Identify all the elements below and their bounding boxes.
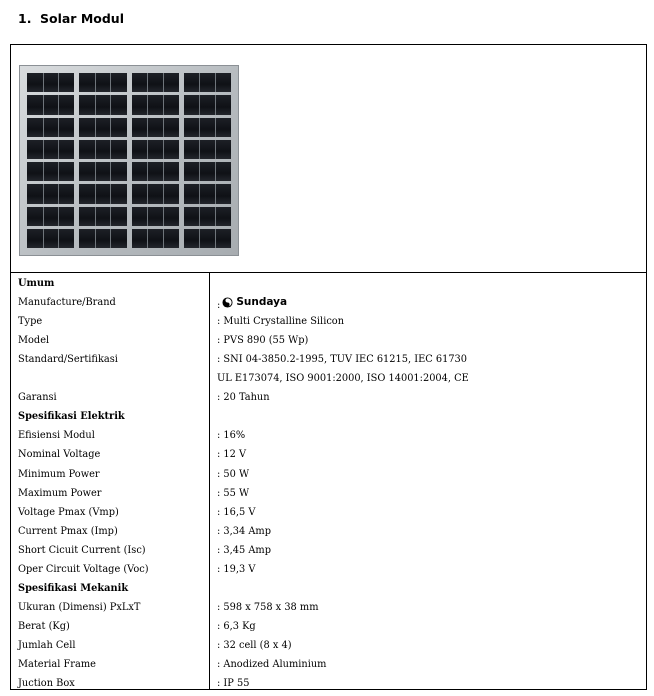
solar-cell [132,229,179,248]
solar-cell [79,95,126,114]
brand-name: Sundaya [236,296,288,309]
solar-cell [79,140,126,159]
spec-row [11,426,646,445]
spec-row [11,636,646,655]
spec-row [11,350,646,369]
solar-cell [184,95,231,114]
solar-cell [79,162,126,181]
solar-cell [27,118,74,137]
spec-value: : 16% [217,430,246,442]
spec-row [11,274,646,293]
spec-value: : 32 cell (8 x 4) [217,639,292,651]
solar-cell [184,73,231,92]
spec-row [11,388,646,407]
spec-label: Model [18,335,50,347]
spec-label: Garansi [18,392,57,404]
spec-row [11,674,646,693]
spec-label: Material Frame [18,659,96,670]
solar-cell [184,162,231,181]
spec-row [11,369,646,388]
spec-value: : 3,45 Amp [217,544,271,556]
spec-label: Berat (Kg) [18,620,70,632]
spec-value: : 16,5 V [217,506,256,518]
section-label: Spesifikasi Elektrik [18,411,125,423]
solar-cell [79,207,126,226]
solar-cell [184,184,231,203]
spec-label: Ukuran (Dimensi) PxLxT [18,601,141,613]
solar-cell [132,207,179,226]
spec-value: : SNI 04-3850.2-1995, TUV IEC 61215, IEC 61730 [217,354,468,366]
solar-cell [132,140,179,159]
solar-cell [79,184,126,203]
solar-cell [184,229,231,248]
solar-cell [184,207,231,226]
solar-cell [79,118,126,137]
spec-value: UL E173074, ISO 9001:2000, ISO 14001:2004, CE [217,373,469,385]
solar-cell [27,184,74,203]
spec-row [11,484,646,503]
spec-value: : Multi Crystalline Silicon [217,316,345,328]
spec-row [11,522,646,541]
spec-label: Maximum Power [18,487,102,499]
spec-row [11,579,646,598]
solar-cell [27,95,74,114]
solar-cell [184,118,231,137]
spec-value: : 19,3 V [217,563,256,575]
spec-value: : 12 V [217,449,247,461]
spec-label: Type [18,316,43,328]
spec-label: Juction Box [18,678,75,690]
spec-value: : 3,34 Amp [217,525,271,537]
spec-label: Oper Circuit Voltage (Voc) [18,563,149,575]
spec-row [11,598,646,617]
solar-cell [132,95,179,114]
spec-row [11,541,646,560]
sundaya-logo-icon [222,297,233,308]
solar-cell [132,118,179,137]
section-label: Umum [18,278,55,289]
spec-row [11,503,646,522]
spec-value: : 598 x 758 x 38 mm [217,601,319,613]
spec-value: : 6,3 Kg [217,620,256,632]
spec-row [11,655,646,674]
solar-cell [132,162,179,181]
spec-value: : 20 Tahun [217,392,270,404]
brand-logo [220,293,287,312]
spec-value: : 55 W [217,487,250,499]
section-number: 1. [18,11,32,26]
solar-cell [27,162,74,181]
solar-cell [132,184,179,203]
solar-cell [79,229,126,248]
spec-label: Current Pmax (Imp) [18,525,118,537]
spec-label: Short Cicuit Current (Isc) [18,544,146,556]
spec-label: Standard/Sertifikasi [18,354,118,366]
spec-table [10,44,647,690]
spec-label: Nominal Voltage [18,449,101,461]
spec-row [11,312,646,331]
spec-value: : PVS 890 (55 Wp) [217,335,309,347]
spec-row [11,407,646,426]
solar-cell [27,207,74,226]
spec-row [11,617,646,636]
spec-row [11,560,646,579]
spec-label: Manufacture/Brand [18,297,116,309]
spec-value: : IP 55 [217,678,250,690]
solar-cell [79,73,126,92]
spec-row [11,293,646,312]
solar-cell [27,229,74,248]
spec-value: : Anodized Aluminium [217,659,327,670]
image-cell [11,45,646,273]
solar-cell [132,73,179,92]
spec-value-colon: : [217,300,221,312]
solar-cell [27,73,74,92]
solar-cell [27,140,74,159]
spec-label: Voltage Pmax (Vmp) [18,506,119,518]
section-label: Spesifikasi Mekanik [18,582,129,594]
spec-label: Efisiensi Modul [18,430,95,442]
spec-row [11,331,646,350]
spec-label: Minimum Power [18,468,100,480]
section-title: Solar Modul [40,11,124,26]
solar-panel-photo [19,65,239,256]
spec-row [11,465,646,484]
section-heading [18,11,124,26]
solar-cell [184,140,231,159]
spec-value: : 50 W [217,468,250,480]
spec-row [11,445,646,464]
spec-label: Jumlah Cell [18,639,76,651]
